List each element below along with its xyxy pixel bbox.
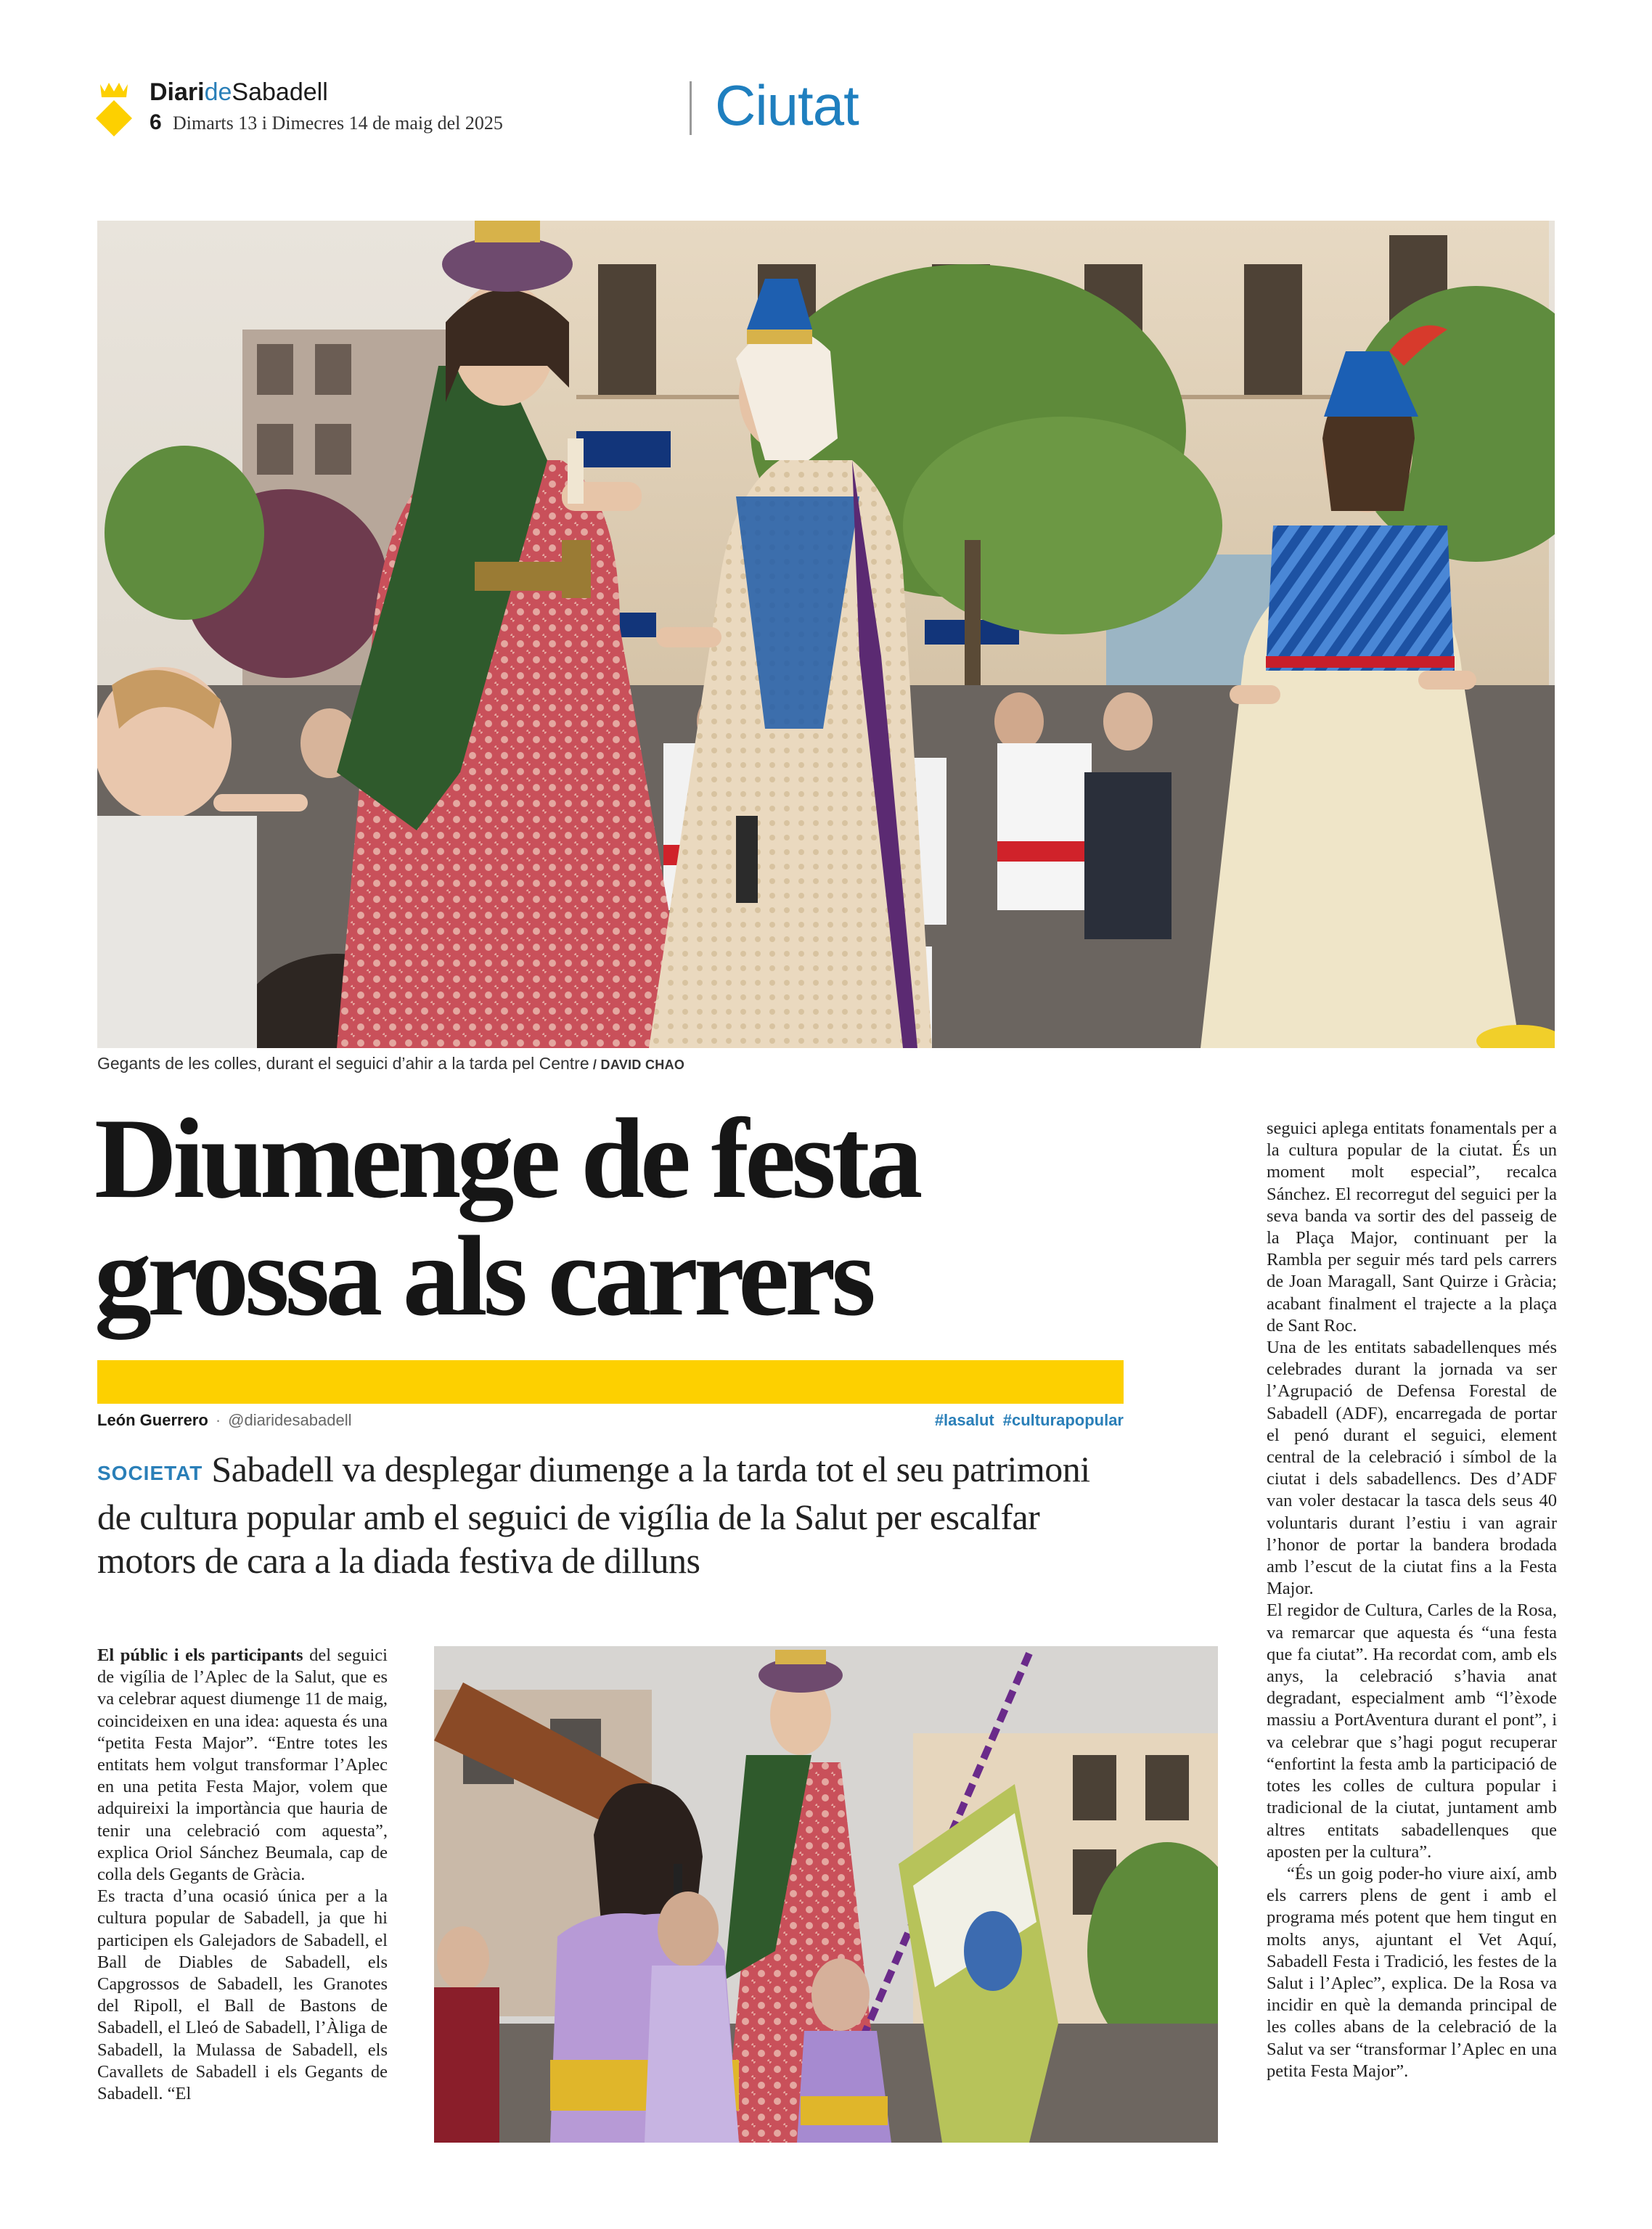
body-paragraph <box>97 1645 388 1886</box>
newspaper-name[interactable]: DiarideSabadell <box>150 78 328 106</box>
hashtag-culturapopular[interactable]: #culturapopular <box>1002 1411 1124 1429</box>
main-photo-giants-parade <box>97 221 1555 1048</box>
author-handle[interactable]: @diaridesabadell <box>228 1411 352 1429</box>
main-photo-caption <box>97 1054 684 1073</box>
paragraph-lead-in: El públic i els participants <box>97 1645 303 1665</box>
headline-line-1: Diumenge de festa <box>94 1095 919 1222</box>
author-name[interactable]: León Guerrero <box>97 1411 208 1429</box>
body-paragraph: El regidor de Cultura, Carles de la Rosa, va remarcar que aquesta és “una festa que fa ciutat”. Ha recordat com, amb els anys, la celebració s’havia anat degradant, especialment amb “l’èxode massiu a PortAventura durant el pont”, i va celebrar que s’hagi pogut recuperar “enfortint la festa amb la participació de totes les colles de cultura popular i tradicional de la ciutat, juntament amb altres entitats sabadellenques que aposten per la cultura”. <box>1267 1600 1557 1862</box>
second-photo-speaker-and-flag <box>434 1646 1218 2143</box>
body-paragraph: “És un goig poder-ho viure així, amb els carrers plens de gent i amb el programa més potent que hem tingut en molts anys, ajuntant el Vet Aquí, Sabadell Festa i Tradició, les festes de la Salut i l’Aplec”, explica. De la Rosa va incidir en què la demanda principal de les colles abans de la celebració de la Salut va ser “transformar l’Aplec en una petita Festa Major”. <box>1267 1863 1557 2081</box>
body-paragraph: seguici aplega entitats fonamentals per a la cultura popular de la ciutat. És un moment molt especial”, recalca Sánchez. El recorregut del seguici per la seva banda va sortir des del passeig de la Plaça Major, continuant per la Rambla per seguir més tard pels carrers de Joan Maragall, Sant Quirze i Gràcia; acabant finalment el trajecte a la plaça de Sant Roc. <box>1267 1118 1557 1336</box>
article-lede <box>97 1447 1128 1582</box>
section-kicker: SOCIETAT <box>97 1462 203 1484</box>
page-number: 6 <box>150 110 162 134</box>
headline-accent-bar <box>97 1360 1124 1404</box>
body-paragraph: Una de les entitats sabadellenques més celebrades durant la jornada va ser l’Agrupació de Defensa Forestal de Sabadell (ADF), encarregada de portar el penó durant el seguici, element central de la celebració i símbol de la ciutat i dels sabadellencs. Des d’ADF van voler destacar la tasca dels seus 40 voluntaris durant l’estiu i van agrair l’honor de portar la bandera brodada amb l’escut de la ciutat fins a la Festa Major. <box>1267 1338 1557 1599</box>
article-headline <box>94 1095 1154 1340</box>
body-column-3 <box>1267 1118 1557 2082</box>
section-title[interactable]: Ciutat <box>715 73 859 137</box>
section-divider <box>690 81 692 135</box>
headline-line-2: grossa als carrers <box>94 1213 872 1340</box>
caption-text: Gegants de les colles, durant el seguici d’ahir a la tarda pel Centre <box>97 1054 589 1073</box>
issue-date: Dimarts 13 i Dimecres 14 de maig del 2025 <box>173 113 503 134</box>
photo-credit: / DAVID CHAO <box>589 1058 685 1072</box>
body-column-1 <box>97 1645 388 2105</box>
hashtags <box>926 1411 1124 1430</box>
byline-separator: · <box>215 1411 221 1429</box>
paragraph-text: del seguici de vigília de l’Aplec de la Salut, que es va celebrar aquest diumenge 11 de maig, coincideixen en una idea: aquesta és una “petita Festa Major”. “Entre totes les entitats hem volgut transformar l’Aplec en una petita Festa Major, volem que adquireixi la importància que hauria de tenir una celebració com aquesta”, explica Oriol Sánchez Beumala, cap de colla dels Gegants de Gràcia. <box>97 1645 388 1885</box>
lede-text: Sabadell va desplegar diumenge a la tarda tot el seu patrimoni de cultura popular amb el seguici de vigília de la Salut per escalfar motors de cara a la diada festiva de dilluns <box>97 1449 1090 1581</box>
byline <box>97 1411 351 1430</box>
body-paragraph: Es tracta d’una ocasió única per a la cultura popular de Sabadell, ja que hi participen els Galejadors de Sabadell, el Ball de Diables de Sabadell, els Capgrossos de Sabadell, les Granotes del Ripoll, el Ball de Bastons de Sabadell, el Lleó de Sabadell, l’Àliga de Sabadell, la Mulassa de Sabadell, els Cavallets de Sabadell i els Gegants de Sabadell. “El <box>97 1886 388 2104</box>
diari-de-sabadell-logo <box>94 78 134 136</box>
hashtag-lasalut[interactable]: #lasalut <box>934 1411 994 1429</box>
